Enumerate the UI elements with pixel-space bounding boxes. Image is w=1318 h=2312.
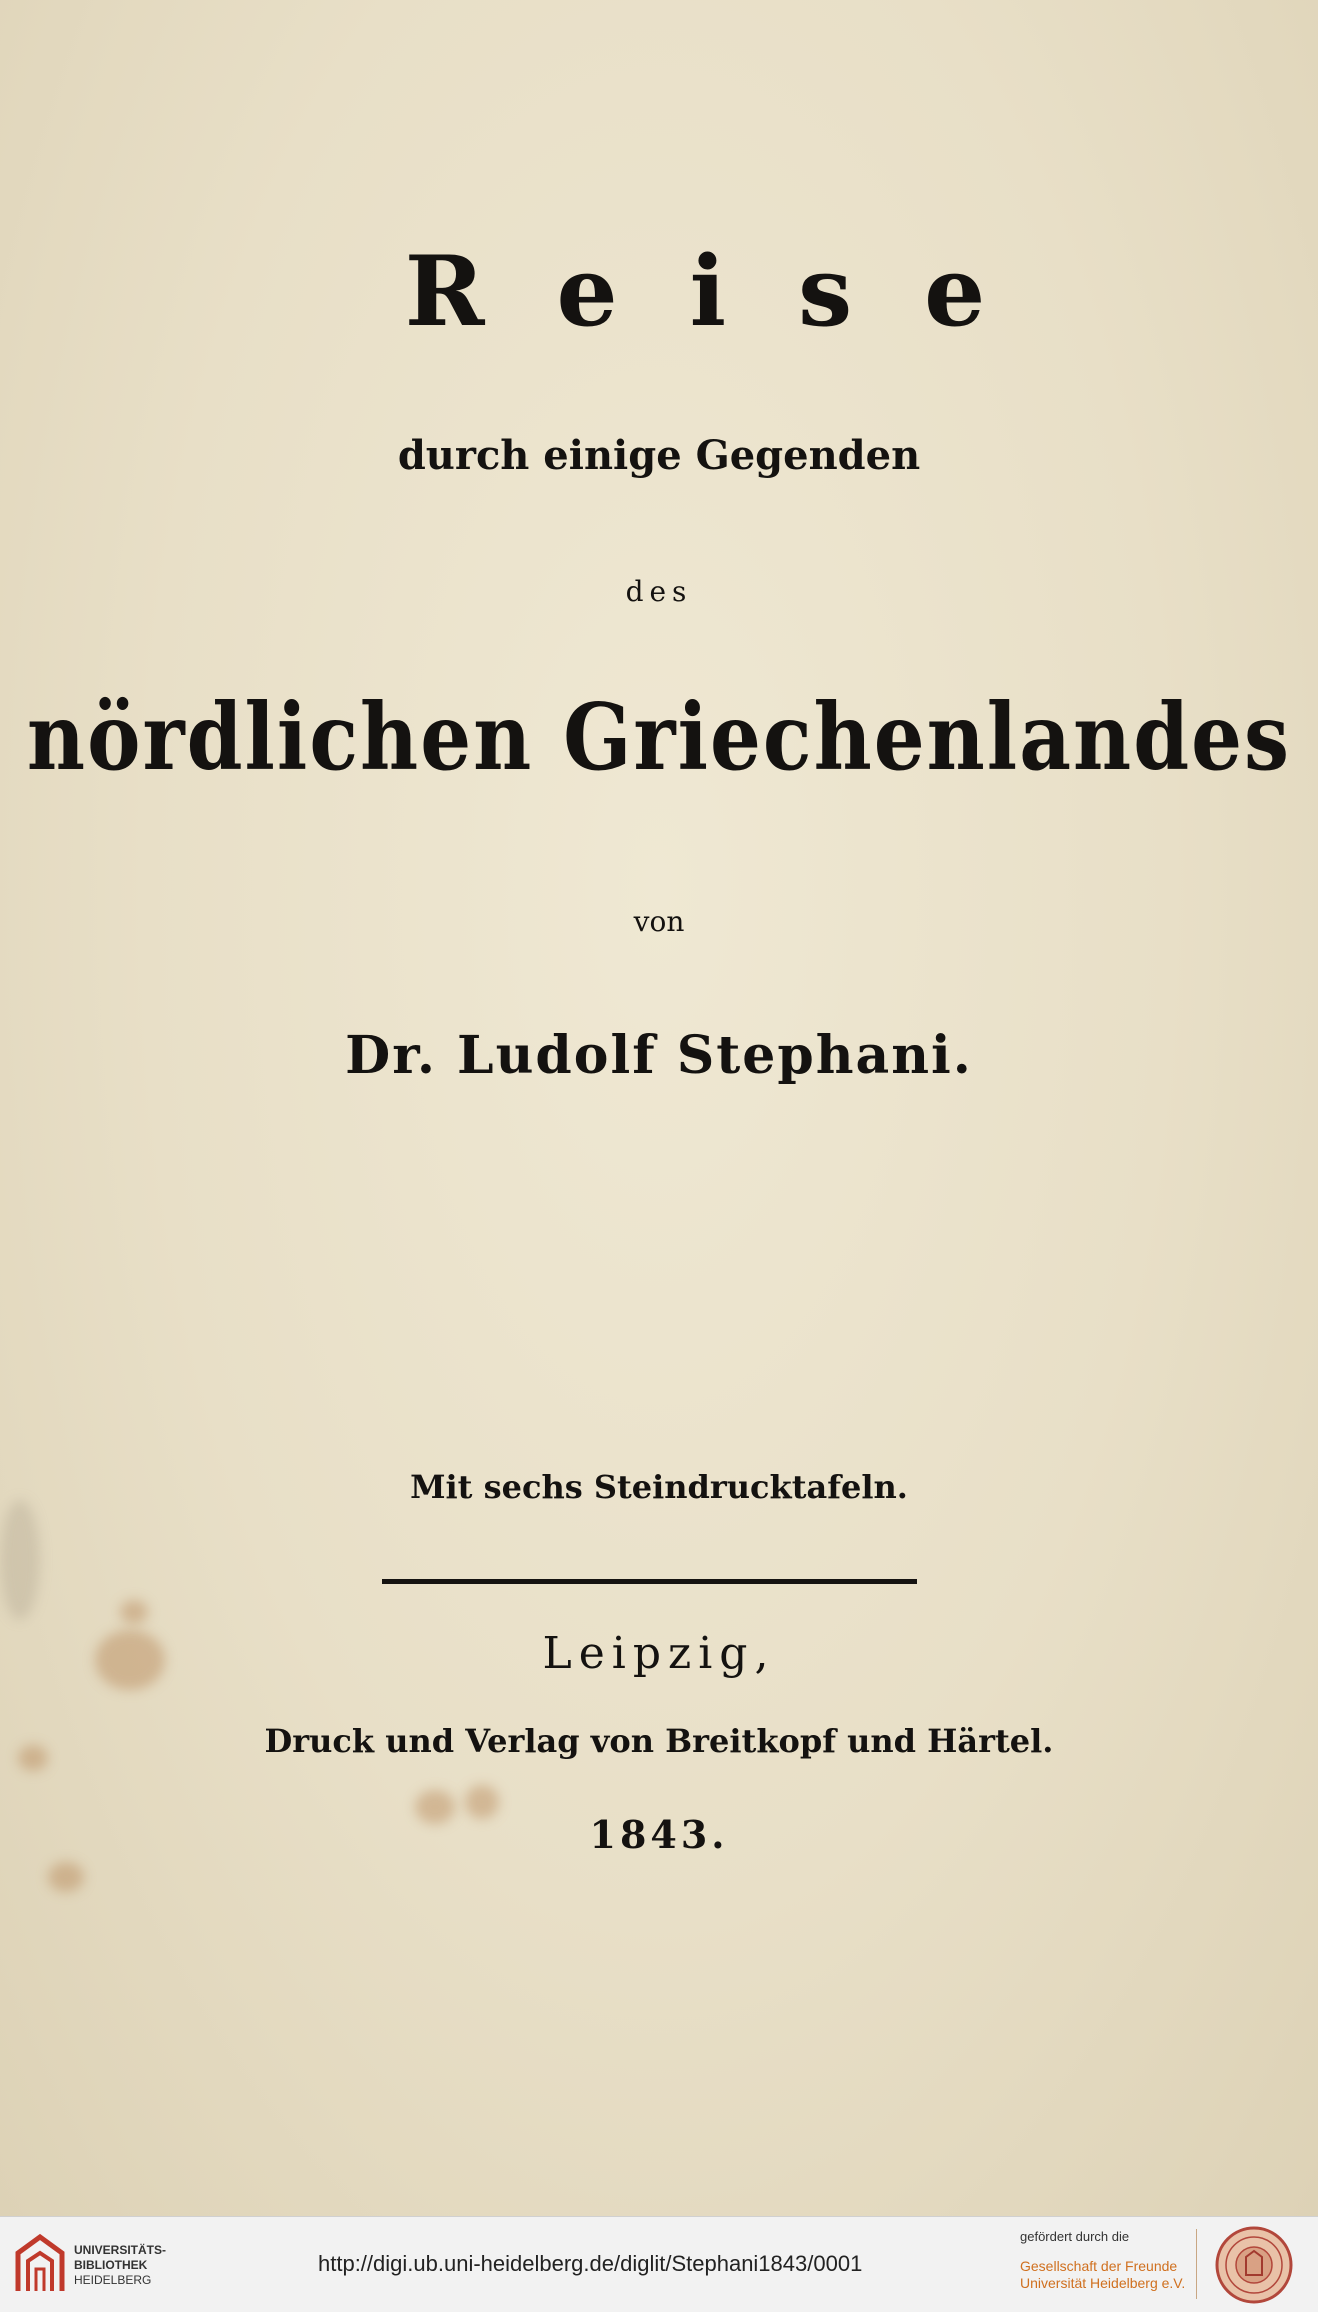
foxing-stain	[120, 1600, 148, 1624]
university-seal-icon	[1214, 2225, 1294, 2305]
author-name: Dr. Ludolf Stephani.	[345, 1025, 973, 1086]
imprint-city: Leipzig,	[542, 1628, 776, 1679]
plates-note: Mit sechs Steindrucktafeln.	[410, 1468, 908, 1506]
library-name-line-3: HEIDELBERG	[74, 2273, 152, 2287]
digitization-footer	[0, 2216, 1318, 2312]
foxing-stain	[48, 1862, 84, 1892]
imprint-publisher: Druck und Verlag von Breitkopf und Härtel.	[264, 1722, 1054, 1760]
sponsor-block	[1020, 2229, 1185, 2292]
permalink-url[interactable]: http://digi.ub.uni-heidelberg.de/diglit/Stephani1843/0001	[318, 2251, 863, 2276]
footer-divider	[1196, 2229, 1197, 2299]
library-name	[74, 2243, 166, 2288]
sponsor-name-line-2: Universität Heidelberg e.V.	[1020, 2275, 1186, 2291]
imprint-year: 1843.	[589, 1812, 729, 1857]
foxing-stain	[0, 1500, 40, 1620]
title-word: Reise	[404, 235, 1058, 348]
subtitle-line-1: durch einige Gegenden	[397, 432, 921, 479]
by-label: von	[633, 905, 685, 938]
subtitle-line-2: des	[625, 575, 693, 608]
divider-rule	[382, 1579, 917, 1584]
library-name-line-1: UNIVERSITÄTS-	[74, 2243, 167, 2257]
sponsor-label: gefördert durch die	[1020, 2229, 1130, 2244]
library-logo-icon	[14, 2231, 66, 2297]
sponsor-name-line-1: Gesellschaft der Freunde	[1020, 2258, 1178, 2274]
library-name-line-2: BIBLIOTHEK	[74, 2258, 148, 2272]
subtitle-line-3: nördlichen Griechenlandes	[26, 682, 1292, 792]
